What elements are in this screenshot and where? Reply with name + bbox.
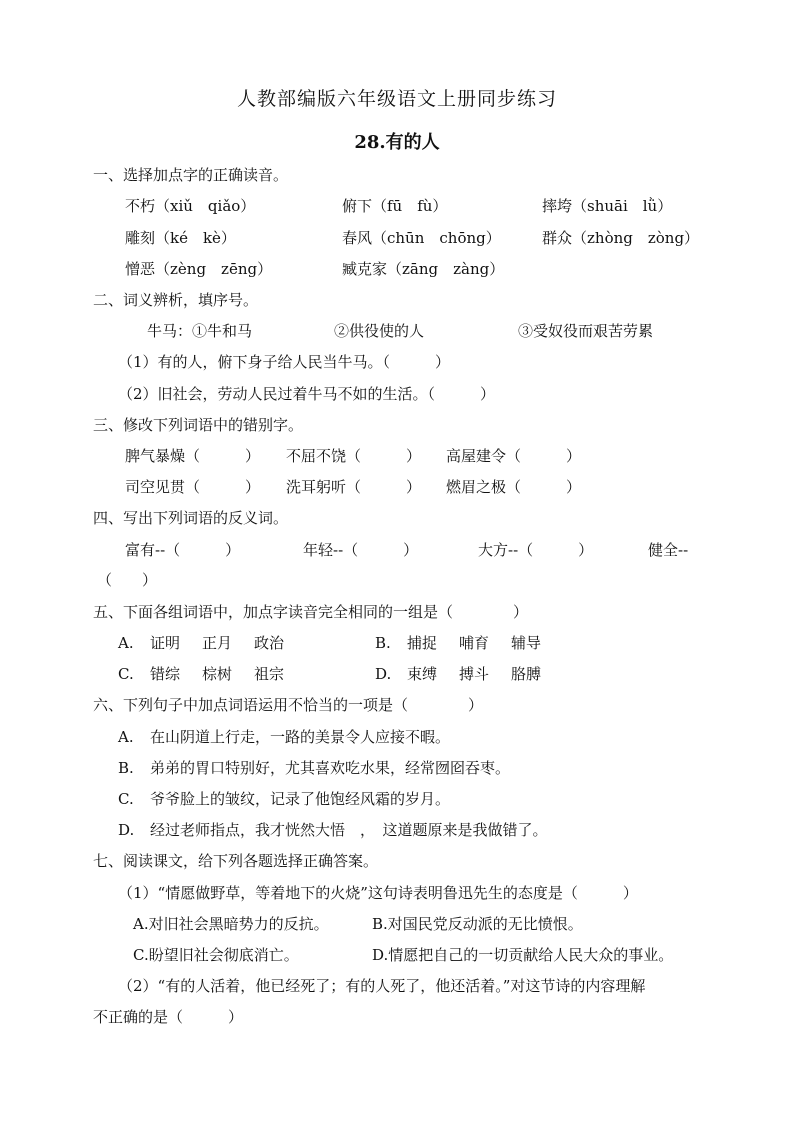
- q1-item: 臧克家（zāng zàng）: [342, 260, 505, 278]
- q7-sub2-question: （2）“有的人活着，他已经死了；有的人死了，他还活着。”对这节诗的内容理解: [118, 977, 646, 995]
- q3-item: 司空见贯（ ）: [125, 478, 261, 496]
- option-word: 棕树: [202, 665, 233, 683]
- q6-option-d: [118, 820, 548, 840]
- q4-item: 年轻--（ ）: [303, 541, 419, 559]
- option-text: 经过老师指点，我才恍然大悟 ， 这道题原来是我做错了。: [150, 821, 548, 839]
- option-word: 辅导: [511, 634, 542, 652]
- q1-item: 摔垮（shuāi lǜ）: [542, 197, 673, 215]
- option-tag: C.: [118, 665, 134, 683]
- q1-heading: 一、选择加点字的正确读音。: [93, 166, 289, 184]
- q7-sub2-question-cont: 不正确的是（ ）: [93, 1008, 244, 1026]
- q7-sub1-question: （1）“情愿做野草，等着地下的火烧”这句诗表明鲁迅先生的态度是（ ）: [118, 884, 638, 902]
- q1-item: 憎恶（zèng zēng）: [125, 260, 273, 278]
- q7-heading: 七、阅读课文，给下列各题选择正确答案。: [93, 852, 379, 870]
- q5-heading: 五、下面各组词语中，加点字读音完全相同的一组是（ ）: [93, 603, 529, 621]
- q2-sentence-2: （2）旧社会，劳动人民过着牛马不如的生活。（ ）: [118, 385, 496, 403]
- page-title: 人教部编版六年级语文上册同步练习: [236, 88, 557, 110]
- option-word: 政治: [254, 634, 285, 652]
- q4-item: 健全--: [648, 541, 689, 559]
- option-word: 祖宗: [254, 665, 285, 683]
- q7-sub1-option-b: B.对国民党反动派的无比愤恨。: [372, 915, 583, 933]
- q3-item: 洗耳躬听（ ）: [286, 478, 422, 496]
- option-word: 哺育: [459, 634, 490, 652]
- q2-sentence-1: （1）有的人，俯下身子给人民当牛马。（ ）: [118, 353, 451, 371]
- q7-sub1-option-a: A.对旧社会黑暗势力的反抗。: [133, 915, 329, 933]
- q2-definition-1: 牛马：①牛和马: [147, 322, 253, 340]
- option-text: 在山阴道上行走，一路的美景令人应接不暇。: [150, 728, 451, 746]
- q1-item: 不朽（xiǔ qiǎo）: [125, 197, 256, 215]
- q7-sub1-option-c: C.盼望旧社会彻底消亡。: [133, 946, 299, 964]
- q6-option-b: [118, 758, 510, 778]
- q6-option-a: [118, 727, 450, 747]
- option-text: 弟弟的胃口特别好，尤其喜欢吃水果，经常囫囵吞枣。: [150, 759, 511, 777]
- q4-heading: 四、写出下列词语的反义词。: [93, 509, 289, 527]
- q4-item: 富有--（ ）: [125, 541, 241, 559]
- q2-definition-3: ③受奴役而艰苦劳累: [518, 322, 654, 340]
- q7-sub1-option-d: D.情愿把自己的一切贡献给人民大众的事业。: [372, 946, 674, 964]
- option-tag: A.: [118, 634, 134, 652]
- option-word: 正月: [202, 634, 233, 652]
- option-tag: C.: [118, 790, 134, 808]
- option-tag: D.: [118, 821, 135, 839]
- q1-item: 俯下（fū fù）: [342, 197, 448, 215]
- q1-item: 春风（chūn chōng）: [342, 229, 501, 247]
- q3-item: 不屈不饶（ ）: [286, 447, 422, 465]
- option-word: 胳膊: [511, 665, 542, 683]
- q5-option-c: [118, 664, 284, 684]
- lesson-title: 28.有的人: [354, 132, 440, 153]
- q1-item: 雕刻（ké kè）: [125, 229, 236, 247]
- q3-item: 燃眉之极（ ）: [446, 478, 582, 496]
- q2-heading: 二、词义辨析，填序号。: [93, 291, 259, 309]
- q3-item: 高屋建令（ ）: [446, 447, 582, 465]
- option-tag: D.: [375, 665, 392, 683]
- q5-option-b: [375, 633, 541, 653]
- q2-definition-2: ②供役使的人: [334, 322, 425, 340]
- q5-option-a: [118, 633, 284, 653]
- option-word: 搏斗: [459, 665, 490, 683]
- q3-heading: 三、修改下列词语中的错别字。: [93, 416, 304, 434]
- q3-item: 脾气暴燥（ ）: [125, 447, 261, 465]
- option-tag: B.: [118, 759, 134, 777]
- option-text: 爷爷脸上的皱纹，记录了他饱经风霜的岁月。: [150, 790, 451, 808]
- option-tag: B.: [375, 634, 391, 652]
- q6-option-c: [118, 789, 450, 809]
- option-word: 错综: [150, 665, 181, 683]
- option-tag: A.: [118, 728, 134, 746]
- q1-item: 群众（zhòng zòng）: [542, 229, 700, 247]
- q4-wrap-blank: （ ）: [97, 571, 158, 589]
- q4-item: 大方--（ ）: [478, 541, 594, 559]
- option-word: 捕捉: [407, 634, 438, 652]
- option-word: 束缚: [407, 665, 438, 683]
- q6-heading: 六、下列句子中加点词语运用不恰当的一项是（ ）: [93, 696, 484, 714]
- q5-option-d: [375, 664, 541, 684]
- option-word: 证明: [150, 634, 181, 652]
